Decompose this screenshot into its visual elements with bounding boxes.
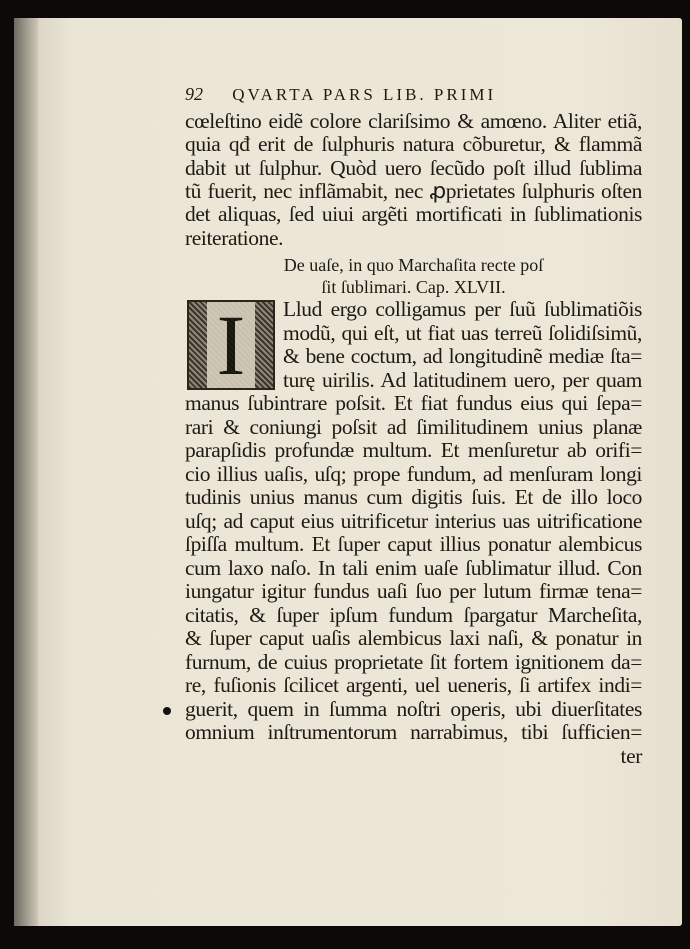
book-spine: [14, 18, 38, 926]
chapter-heading-line-2: ſit ſublimari. Cap. XLVII.: [321, 277, 506, 297]
text-line: ter: [620, 743, 642, 768]
text-line: rari & coniungi poſsit ad ſimilitudinem unius planæ: [185, 414, 642, 439]
text-line: cum laxo naſo. In tali enim uaſe ſublimatur illud. Con: [185, 555, 642, 580]
chapter-heading-line-1: De uaſe, in quo Marchaſita recte poſ: [283, 255, 544, 275]
text-line: modũ, qui eſt, ut fiat uas terreũ ſolidiſsimũ,: [283, 320, 642, 345]
text-line: omnium inſtrumentorum narrabimus, tibi ſufficien=: [185, 720, 642, 744]
decorated-drop-cap: [187, 297, 275, 393]
text-line: turę uirilis. Ad latitudinem uero, per quam: [283, 367, 642, 392]
text-line: uſq; ad caput eius uitrificetur interius uas uitrificatione: [185, 508, 642, 533]
text-line: dabit ut ſulphur. Quòd uero ſecũdo poſt illud ſublima: [185, 155, 642, 180]
text-line: iungatur igitur fundus uaſi ſuo per lutum firmæ tena=: [185, 579, 642, 603]
text-line: manus ſubintrare poſsit. Et fiat fundus eius qui ſepa=: [185, 391, 642, 415]
text-line: quia qđ erit de ſulphuris natura cõburetur, & flammã: [185, 132, 642, 157]
text-line: reiteratione.: [185, 225, 284, 250]
text-line: & bene coctum, ad longitudinẽ mediæ ſta=: [283, 344, 642, 368]
text-line: guerit, quem in ſumma noſtri operis, ubi diuerſitates: [185, 696, 642, 721]
text-line: tudinis unius manus cum digitis ſuis. Et de illo loco: [185, 485, 642, 509]
text-line: cio illius uaſis, uſq; prope fundum, ad menſuram longi: [185, 461, 642, 486]
text-line: tũ fuerit, nec inflãmabit, nec ꝓprietates ſulphuris oſten: [185, 178, 642, 203]
drop-cap-letter: I: [207, 302, 256, 388]
text-line: Llud ergo colligamus per ſuũ ſublimatiõis: [283, 297, 642, 321]
text-line: det aliquas, ſed uiui argẽti mortificati in ſublimationis: [185, 202, 642, 227]
text-line: re, fuſionis ſcilicet argenti, uel ueneris, ſi artifex indi=: [185, 673, 642, 697]
running-header: [185, 84, 605, 105]
text-line: citatis, & ſuper ipſum fundum ſpargatur Marcheſita,: [185, 602, 642, 627]
text-line: cœleſtino eidẽ colore clariſsimo & amœno. Aliter etiã,: [185, 109, 642, 133]
text-line: furnum, de cuius proprietate ſit fortem ignitionem da=: [185, 649, 642, 674]
running-title: QVARTA PARS LIB. PRIMI: [232, 85, 497, 104]
page-number: 92: [185, 84, 203, 104]
text-line: parapſidis profundæ multum. Et menſuretur ab orifi=: [185, 438, 642, 462]
margin-mark: [163, 707, 171, 715]
text-line: ſpiſſa multum. Et ſuper caput illius ponatur alembicus: [185, 532, 642, 556]
text-line: & ſuper caput uaſis alembicus laxi naſi, & ponatur in: [185, 626, 642, 650]
